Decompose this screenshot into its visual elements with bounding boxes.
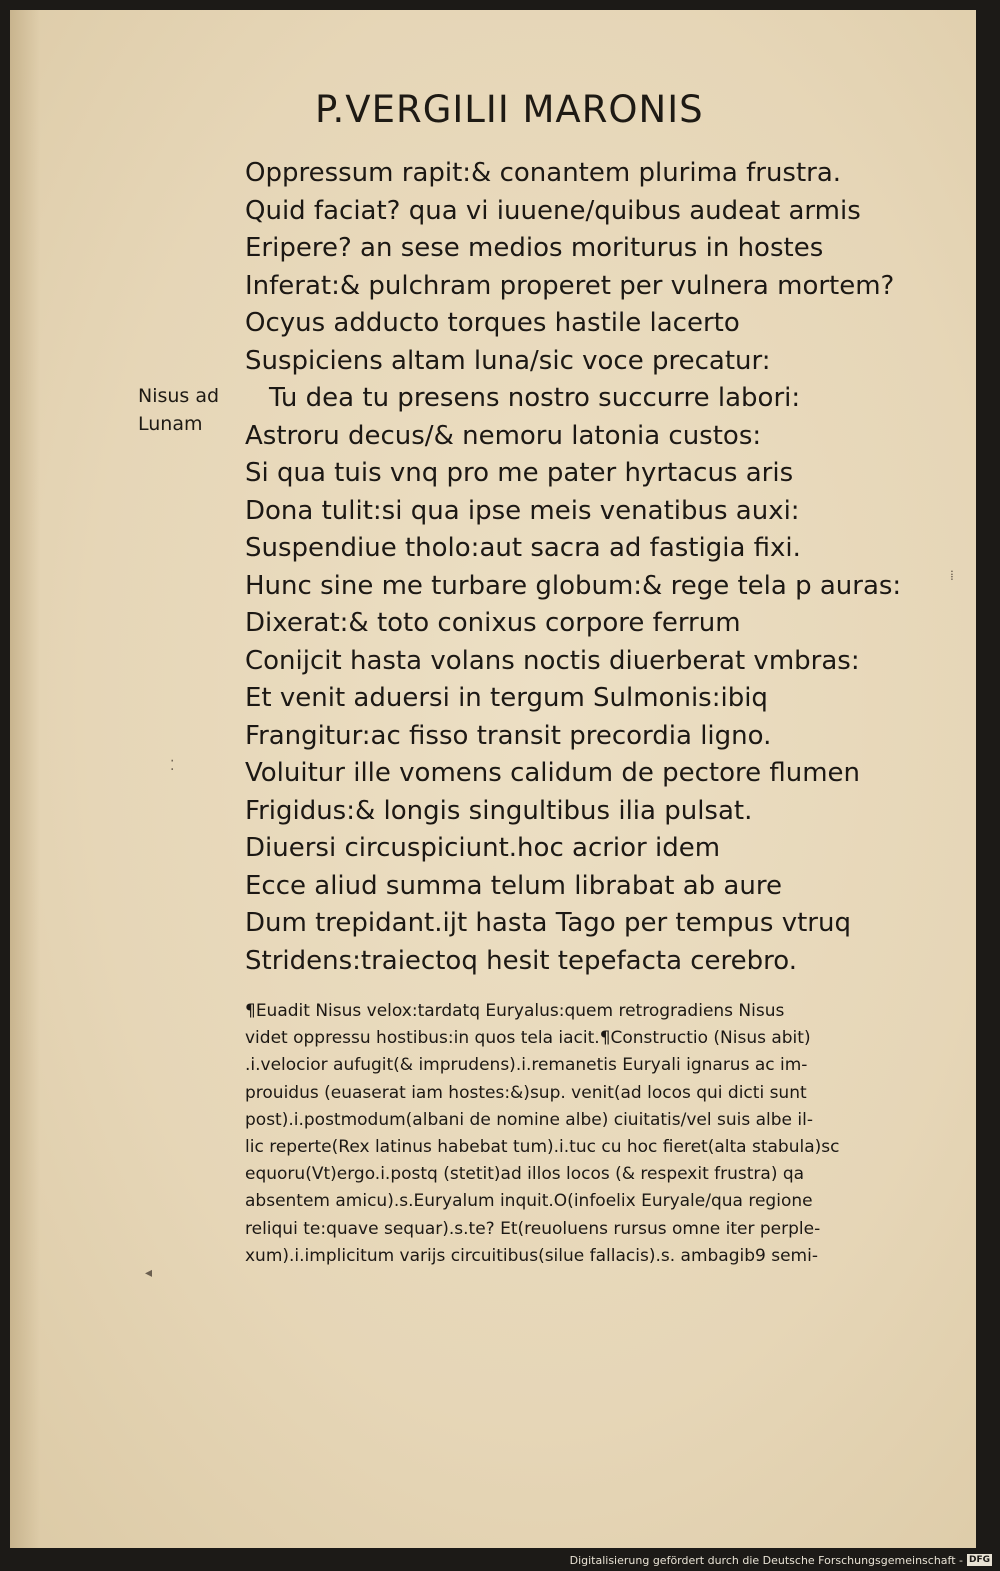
running-head: P.VERGILII MARONIS — [315, 88, 704, 131]
footer-credit: Digitalisierung gefördert durch die Deutsche Forschungsgemeinschaft - — [569, 1553, 963, 1567]
verse-line: Eripere? an sese medios moriturus in hostes — [245, 233, 824, 263]
verse-line: Inferat:& pulchram properet per vulnera mortem? — [245, 270, 895, 301]
verse-line: Dona tulit:si qua ipse meis venatibus auxi: — [245, 495, 800, 526]
verse-block — [245, 155, 975, 980]
page-gutter-shadow — [10, 10, 40, 1548]
verse-line: Conijcit hasta volans noctis diuerberat vmbras: — [245, 645, 860, 676]
verse-line: Astroru decus/& nemoru latonia custos: — [245, 420, 762, 451]
verse-line: Si qua tuis vnq pro me pater hyrtacus aris — [245, 458, 794, 488]
ink-speck-icon: ⁚ — [170, 758, 175, 774]
commentary-line: xum).i.implicitum varijs circuitibus(silue fallacis).s. ambagib9 semi- — [245, 1245, 818, 1266]
commentary-line: .i.velocior aufugit(& imprudens).i.remanetis Euryali ignarus ac im- — [245, 1055, 808, 1076]
dfg-logo-icon: DFG — [968, 1555, 990, 1565]
book-page — [10, 10, 976, 1548]
verse-line: Ecce aliud summa telum librabat ab aure — [245, 870, 782, 901]
commentary-line: absentem amicu).s.Euryalum inquit.O(infoelix Euryale/qua regione — [245, 1191, 813, 1212]
commentary-line: videt oppressu hostibus:in quos tela iacit.¶Constructio (Nisus abit) — [245, 1028, 811, 1049]
verse-line: Frangitur:ac fisso transit precordia ligno. — [245, 720, 772, 751]
verse-line: Diuersi circuspiciunt.hoc acrior idem — [245, 833, 721, 863]
verse-line: Suspiciens altam luna/sic voce precatur: — [245, 345, 771, 376]
commentary-line: ¶Euadit Nisus velox:tardatq Euryalus:quem retrogradiens Nisus — [245, 1001, 785, 1021]
ink-speck-icon: ⁞ — [950, 568, 954, 584]
commentary-line: equoru(Vt)ergo.i.postq (stetit)ad illos locos (& respexit frustra) qa — [245, 1164, 805, 1185]
verse-line: Dixerat:& toto conixus corpore ferrum — [245, 608, 741, 638]
ink-speck-icon: ◂ — [145, 1265, 153, 1281]
verse-line: Quid faciat? qua vi iuuene/quibus audeat armis — [245, 195, 861, 226]
marginal-note-line: Nisus ad — [138, 385, 220, 407]
commentary-line: reliqui te:quave sequar).s.te? Et(reuoluens rursus omne iter perple- — [245, 1218, 821, 1239]
verse-line: Tu dea tu presens nostro succurre labori: — [269, 383, 801, 413]
marginal-note-line: Lunam — [138, 413, 203, 435]
marginal-note — [138, 382, 219, 438]
verse-line: Dum trepidant.ijt hasta Tago per tempus vtruq — [245, 908, 851, 938]
commentary-block — [245, 998, 965, 1270]
commentary-line: post).i.postmodum(albani de nomine albe) ciuitatis/vel suis albe il- — [245, 1109, 813, 1130]
digitization-footer — [570, 1552, 992, 1568]
verse-line: Oppressum rapit:& conantem plurima frustra. — [245, 158, 842, 188]
verse-line: Frigidus:& longis singultibus ilia pulsat. — [245, 795, 753, 826]
verse-line: Ocyus adducto torques hastile lacerto — [245, 308, 740, 338]
commentary-line: lic reperte(Rex latinus habebat tum).i.tuc cu hoc fieret(alta stabula)sc — [245, 1137, 840, 1158]
verse-line: Hunc sine me turbare globum:& rege tela p auras: — [245, 570, 902, 601]
commentary-line: prouidus (euaserat iam hostes:&)sup. venit(ad locos qui dicti sunt — [245, 1082, 807, 1103]
verse-line: Et venit aduersi in tergum Sulmonis:ibiq — [245, 683, 768, 713]
verse-line: Voluitur ille vomens calidum de pectore flumen — [245, 758, 861, 788]
verse-line: Suspendiue tholo:aut sacra ad fastigia fixi. — [245, 533, 801, 563]
verse-line: Stridens:traiectoq hesit tepefacta cerebro. — [245, 945, 798, 976]
